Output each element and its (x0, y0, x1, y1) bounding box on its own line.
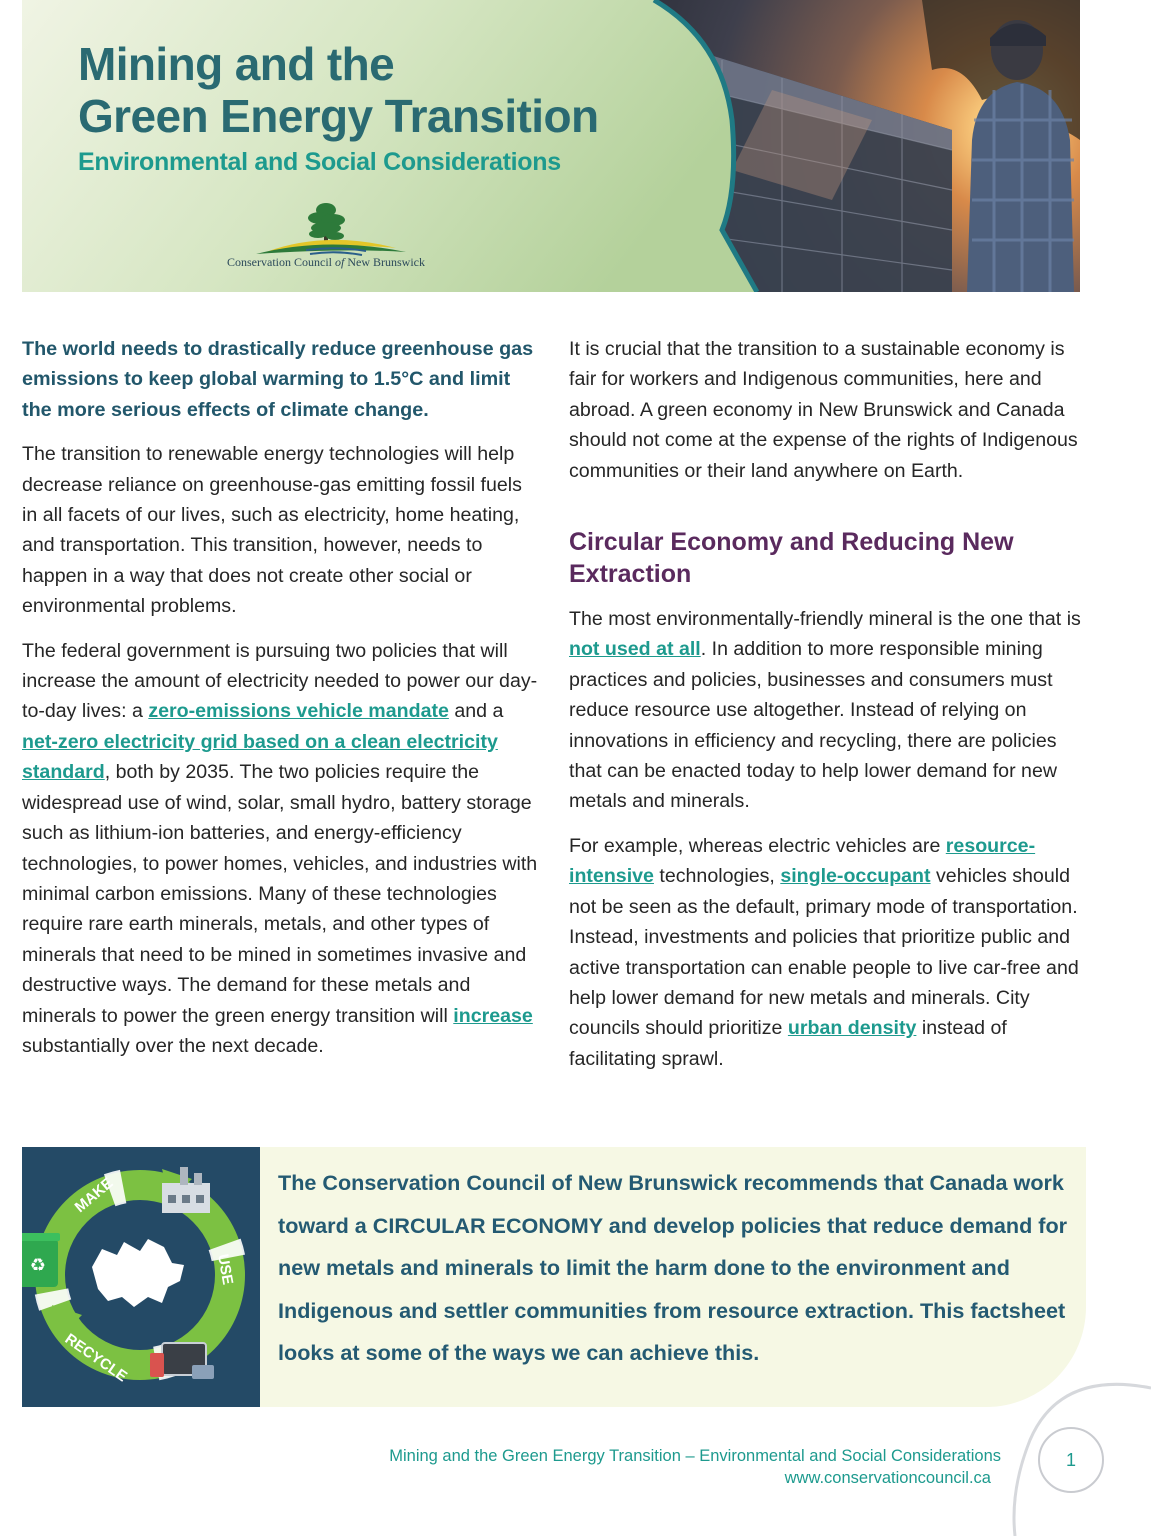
link-not-used-at-all[interactable]: not used at all (569, 638, 701, 661)
svg-text:♻: ♻ (29, 1255, 47, 1276)
cycle-label-recycle: RECYCLE (61, 1330, 131, 1386)
title-line-2: Green Energy Transition (78, 90, 599, 142)
logo-caption-of: of (335, 255, 345, 269)
page-subtitle: Environmental and Social Considerations (78, 148, 561, 176)
text-span: vehicles should not be seen as the default, primary mode of transportation. Instead, investments and policies that prioritize public and active transportation can enable people to live car-free and help lower demand for new metals and minerals. City councils should prioritize (569, 865, 1079, 1040)
footer-website[interactable]: www.conservationcouncil.ca (784, 1469, 991, 1487)
left-column (22, 334, 542, 1075)
link-resource-intensive[interactable]: resource-intensive (569, 834, 1036, 888)
paragraph-federal-policies (22, 636, 542, 1062)
title-line-1: Mining and the (78, 38, 395, 90)
lead-paragraph: The world needs to drastically reduce greenhouse gas emissions to keep global warming to 1.5°C and limit the more serious effects of climate change. (22, 338, 534, 421)
page-title (78, 38, 638, 142)
logo-caption (226, 255, 426, 270)
cycle-label-use: USE (214, 1252, 237, 1287)
section-heading-circular-economy: Circular Economy and Reducing New Extraction (569, 528, 1014, 589)
link-zero-emissions-vehicle-mandate[interactable]: zero-emissions vehicle mandate (148, 700, 449, 723)
header-banner (22, 0, 1080, 292)
text-span: technologies, (653, 865, 781, 888)
cycle-label-make: MAKE (71, 1174, 117, 1217)
logo-caption-part: Conservation Council (227, 255, 335, 269)
text-span: and a (448, 700, 504, 723)
text-span: substantially over the next decade. (22, 1034, 324, 1057)
paragraph-fair-transition: It is crucial that the transition to a sustainable economy is fair for workers and Indigenous communities, here and abroad. A green economy in New Brunswick and Canada should not come at the expense of the rights of Indigenous communities or their land anywhere on Earth. (569, 338, 1078, 482)
text-span: , both by 2035. The two policies require the widespread use of wind, solar, small hydro, battery storage such as lithium-ion batteries, and energy-efficiency technologies, to power homes, vehicles, and industries with minimal carbon emissions. Many of these technologies require rare earth minerals, metals, and other types of minerals that need to be mined in sometimes invasive and destructive ways. The demand for these metals and minerals to power the green energy transition will (22, 761, 538, 1027)
circular-economy-graphic (22, 1147, 260, 1407)
text-span: instead of facilitating sprawl. (569, 1017, 1007, 1070)
paragraph-electric-vehicles (569, 831, 1084, 1074)
paragraph-transition: The transition to renewable energy technologies will help decrease reliance on greenhouse-gas emitting fossil fuels in all facets of our lives, such as electricity, home heating, and transportation. This transition, however, needs to happen in a way that does not create other social or environmental problems. (22, 443, 522, 618)
link-net-zero-electricity-grid[interactable]: net-zero electricity grid based on a clean electricity standard (22, 730, 498, 784)
logo-caption-part: New Brunswick (344, 255, 425, 269)
link-increase[interactable]: increase (453, 1004, 533, 1027)
footer-title: Mining and the Green Energy Transition – Environmental and Social Considerations (389, 1447, 1001, 1465)
recycle-bin-icon (22, 1233, 60, 1287)
right-column (569, 334, 1084, 1088)
canada-map-icon (92, 1239, 184, 1307)
page-number: 1 (1038, 1427, 1104, 1493)
link-urban-density[interactable]: urban density (787, 1017, 917, 1040)
text-span: For example, whereas electric vehicles are (569, 834, 946, 857)
recommendation-text: The Conservation Council of New Brunswick recommends that Canada work toward a CIRCULAR ECONOMY and develop policies that reduce demand for new metals and minerals to limit the harm done to the environment and Indigenous and settler communities from resource extraction. This factsheet looks at some of the ways we can achieve this. (278, 1170, 1068, 1365)
paragraph-mineral-use (569, 604, 1084, 817)
text-span: The federal government is pursuing two policies that will increase the amount of electricity needed to power our day-to-day lives: a (22, 639, 538, 723)
text-span: . In addition to more responsible mining practices and policies, businesses and consumers must reduce resource use altogether. Instead of relying on innovations in efficiency and recycling, there are policies that can be enacted today to help lower demand for new metals and minerals. (569, 638, 1057, 813)
link-single-occupant[interactable]: single-occupant (780, 865, 931, 888)
text-span: The most environmentally-friendly mineral is the one that is (569, 608, 1081, 631)
